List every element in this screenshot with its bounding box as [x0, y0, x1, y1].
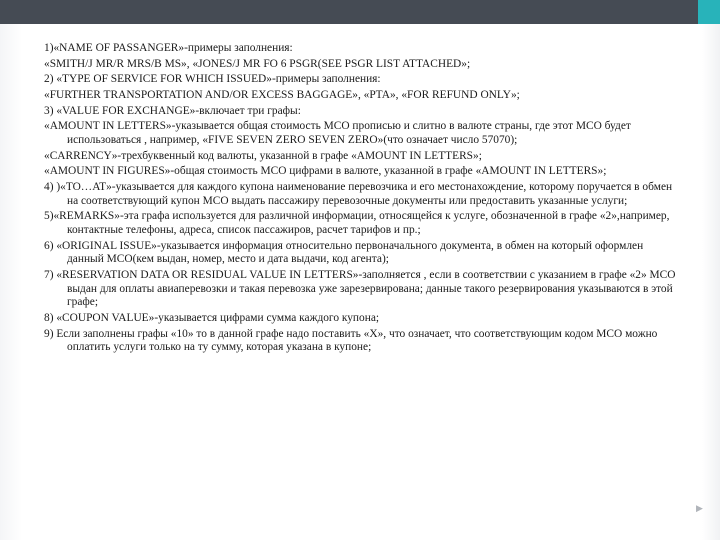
paragraph-1: 1)«NAME OF PASSANGER»-примеры заполнения:: [44, 42, 293, 54]
paragraph-4: «FURTHER TRANSPORTATION AND/OR EXCESS BAGGAGE», «PTA», «FOR REFUND ONLY»;: [44, 89, 520, 102]
paragraph-6: «AMOUNT IN LETTERS»-указывается общая стоимость МСО прописью и слитно в валюте страны, где этот МСО будет использоваться , например, «FIVE SEVEN ZERO SEVEN ZERO»(что означает число 57070);: [44, 120, 631, 147]
paragraph-7: «CARRENCY»-трехбуквенный код валюты, указанной в графе «AMOUNT IN LETTERS»;: [44, 149, 482, 162]
slide-body-text: [44, 42, 680, 357]
paragraph-8: «AMOUNT IN FIGURES»-общая стоимость МСО цифрами в валюте, указанной в графе «AMOUNT IN LETTERS»;: [44, 165, 607, 178]
right-edge-shading: [702, 24, 720, 540]
paragraph-10: 5)«REMARKS»-эта графа используется для различной информации, относящейся к услуге, обозначенной в графе «2»,например, контактные телефоны, адреса, список пассажиров, расчет тарифов и пр.;: [44, 210, 670, 236]
paragraph-9: 4) )«TO…AT»-указывается для каждого купона наименование перевозчика и его местонахождение, которому поручается в обмен на соответствующий купон МСО выдать пассажиру перевозочные документы или предоставить указанные услуги;: [44, 181, 673, 207]
paragraph-3: 2) «TYPE OF SERVICE FOR WHICH ISSUED»-примеры заполнения:: [44, 73, 381, 86]
paragraph-12: 7) «RESERVATION DATA OR RESIDUAL VALUE IN LETTERS»-заполняется , если в соответствии с указанием в графе «2» МСО выдан для оплаты авиаперевозки и такая перевозка уже зарезервирована; данные такого резервирования указываются в этой графе;: [44, 268, 676, 309]
paragraph-13: 8) «COUPON VALUE»-указывается цифрами сумма каждого купона;: [44, 311, 380, 324]
paragraph-11: 6) «ORIGINAL ISSUE»-указывается информация относительно первоначального документа, в обмен на который оформлен данный МСО(кем выдан, номер, место и дата выдачи, код агента);: [44, 239, 644, 266]
paragraph-14: 9) Если заполнены графы «10» то в данной графе надо поставить «X», что означает, что соответствующим кодом МСО можно оплатить услуги только на ту сумму, которая указана в купоне;: [44, 327, 658, 354]
paragraph-2: «SMITH/J MR/R MRS/B MS», «JONES/J MR FO 6 PSGR(SEE PSGR LIST ATTACHED»;: [44, 57, 471, 70]
slide-top-bar: [0, 0, 720, 24]
triangle-right-icon[interactable]: ▶: [696, 504, 703, 514]
left-edge-shading: [0, 24, 22, 540]
paragraph-5: 3) «VALUE FOR EXCHANGE»-включает три графы:: [44, 104, 301, 117]
accent-block: [698, 0, 720, 24]
